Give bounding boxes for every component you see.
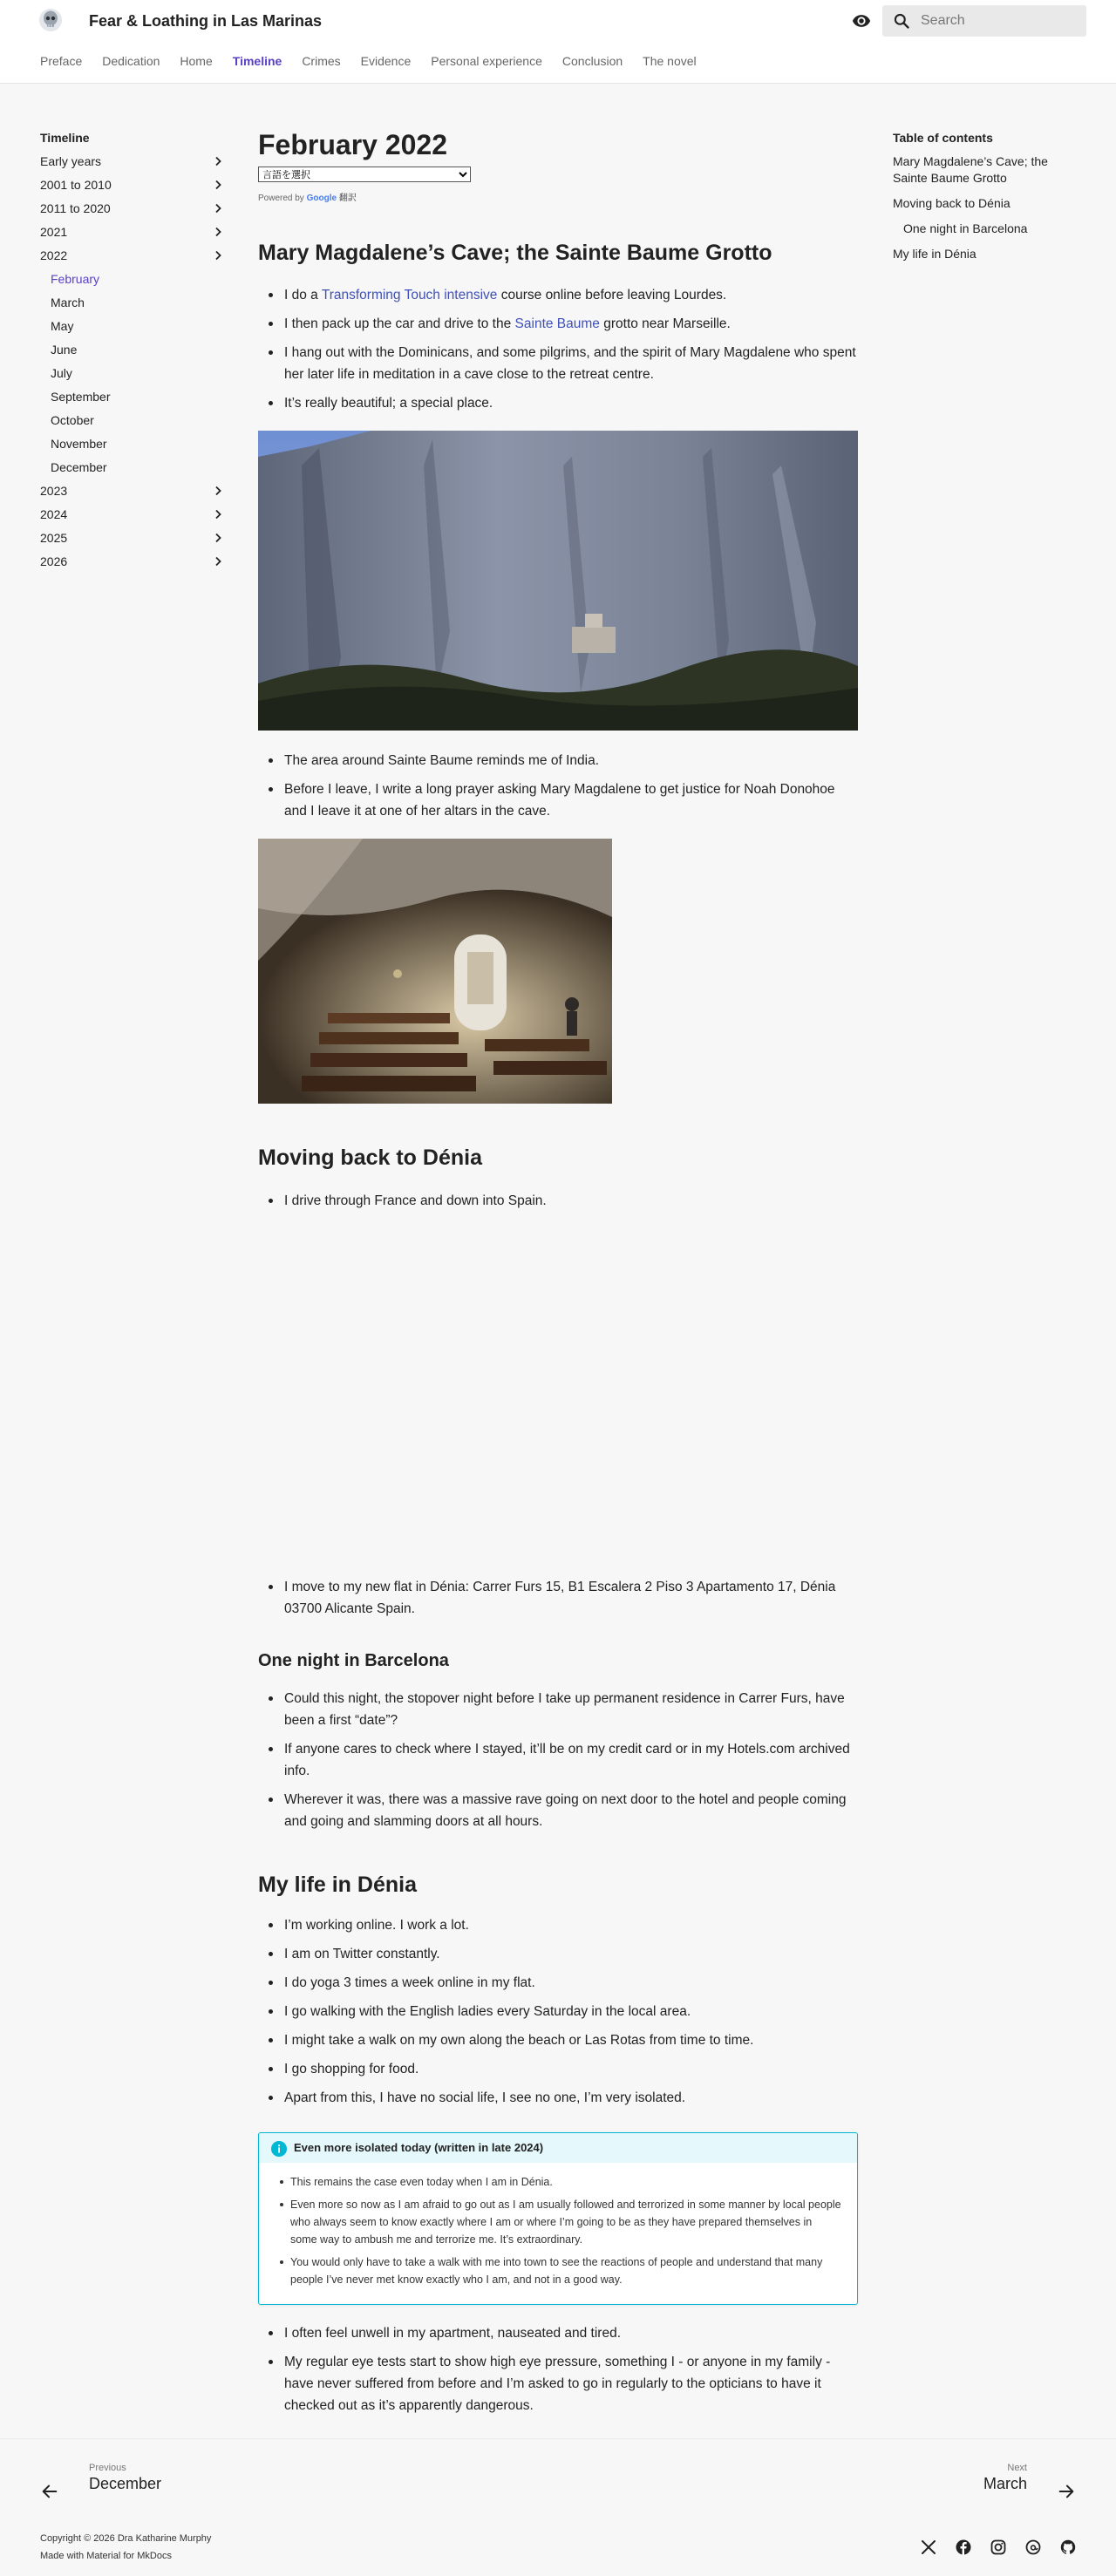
sidebar-item-march[interactable]: March [51,296,85,309]
transforming-touch-link[interactable]: Transforming Touch intensive [321,288,498,302]
life-list [284,1914,858,2116]
tab-preface[interactable]: Preface [40,54,83,68]
sidebar-nav [40,131,223,575]
sidebar-item-label: 2024 [40,507,68,521]
sidebar-item-label: 2021 [40,225,68,239]
list-item: Wherever it was, there was a massive rave going on next door to the hotel and people coming and going and slamming doors at all hours. [284,1789,858,1832]
list-item: I do yoga 3 times a week online in my flat. [284,1972,858,1994]
sidebar-item-2022[interactable] [40,246,223,269]
list-item: Could this night, the stopover night before I take up permanent residence in Carrer Furs, have been a first “date”? [284,1688,858,1731]
sidebar-item-2021[interactable] [40,222,223,246]
threads-icon[interactable] [1025,2539,1041,2555]
embedded-media-placeholder [258,1216,858,1561]
list-item: I go walking with the English ladies every Saturday in the local area. [284,2001,858,2022]
chevron-right-icon [213,203,223,214]
facebook-icon[interactable] [956,2539,971,2555]
next-label: Next [1007,2463,1027,2473]
page-title: February 2022 [258,129,448,160]
chevron-right-icon [213,509,223,520]
list-item: I drive through France and down into Spain. [284,1190,858,1212]
sidebar-item-october[interactable]: October [51,413,94,427]
sidebar-item-december[interactable]: December [51,460,107,474]
search-input[interactable] [921,9,1078,33]
list-item: You would only have to take a walk with me into town to see the reactions of people and understand that many people I’ve never met know exactly who I am, and not in a good way. [290,2253,841,2288]
x-icon[interactable] [921,2539,936,2555]
toc-item-barcelona[interactable]: One night in Barcelona [903,221,1028,235]
google-translate-attribution [258,190,357,203]
sidebar-item-label: 2001 to 2010 [40,178,112,192]
heading-moving-back: Moving back to Dénia [258,1145,482,1170]
list-item: I hang out with the Dominicans, and some pilgrims, and the spirit of Mary Magdalene who spent her later life in meditation in a cave close to the retreat centre. [284,342,858,385]
next-target: March [983,2475,1027,2492]
sidebar-item-early-years[interactable] [40,152,223,175]
chevron-right-icon [213,156,223,167]
sidebar-item-2026[interactable] [40,552,223,575]
social-links [902,2539,1076,2555]
skull-logo-icon[interactable] [38,8,63,32]
list-item: Before I leave, I write a long prayer asking Mary Magdalene to get justice for Noah Donohoe and I leave it at one of her altars in the cave. [284,778,858,822]
list-item: Apart from this, I have no social life, I see no one, I’m very isolated. [284,2087,858,2109]
language-select[interactable] [258,167,471,182]
list-item: I am on Twitter constantly. [284,1943,858,1965]
denia-list-1 [284,1190,858,1219]
grotto-interior-photo [258,839,612,1104]
denia-list-2 [284,1576,858,1627]
sidebar-item-september[interactable]: September [51,390,111,404]
tab-the-novel[interactable]: The novel [643,54,697,68]
made-with-text[interactable]: Made with Material for MkDocs [40,2551,172,2561]
sainte-baume-link[interactable]: Sainte Baume [514,316,600,331]
tab-crimes[interactable]: Crimes [302,54,341,68]
chevron-right-icon [213,556,223,567]
copyright [40,2530,211,2565]
sidebar-item-label: 2011 to 2020 [40,201,111,215]
toc-item-life-denia[interactable]: My life in Dénia [893,247,976,261]
main-tabs [40,54,717,68]
chevron-right-icon [213,227,223,237]
list-item: Even more so now as I am afraid to go out as I am usually followed and terrorized in some manner by local people who always seem to know exactly where I am or where I’m going to be as they have prepared themselves in some way to ambush me and terrorize me. It’s extraordinary. [290,2196,841,2248]
eye-icon[interactable] [851,11,872,31]
sidebar-item-november[interactable]: November [51,437,107,451]
sidebar-item-label: 2025 [40,531,68,545]
list-item: The area around Sainte Baume reminds me of India. [284,750,858,771]
sidebar-item-label: 2023 [40,484,68,498]
list-item: It’s really beautiful; a special place. [284,392,858,414]
info-icon [271,2141,287,2157]
list-item: I might take a walk on my own along the beach or Las Rotas from time to time. [284,2029,858,2051]
list-item: I do a Transforming Touch intensive course online before leaving Lourdes. [284,284,858,306]
tab-evidence[interactable]: Evidence [360,54,412,68]
admonition-list [290,2173,841,2294]
toc-title: Table of contents [893,131,993,145]
heading-cave: Mary Magdalene’s Cave; the Sainte Baume Grotto [258,241,772,265]
chevron-right-icon [213,486,223,496]
toc-item-moving-back[interactable]: Moving back to Dénia [893,196,1011,210]
heading-barcelona: One night in Barcelona [258,1651,449,1670]
sidebar-item-label: Early years [40,154,102,168]
admonition-title: Even more isolated today (written in late 2024) [294,2141,544,2154]
list-item: I often feel unwell in my apartment, nauseated and tired. [284,2322,858,2344]
header [0,0,1116,84]
sidebar-item-february[interactable]: February [51,272,100,286]
chevron-right-icon [213,533,223,543]
footer-meta [0,2519,1116,2576]
tab-dedication[interactable]: Dedication [102,54,160,68]
sidebar-item-june[interactable]: June [51,343,78,357]
sidebar-item-may[interactable]: May [51,319,74,333]
list-item: This remains the case even today when I am in Dénia. [290,2173,841,2191]
barcelona-list [284,1688,858,1839]
sidebar-item-2023[interactable] [40,481,223,505]
footer-navigation [0,2438,1116,2518]
info-admonition [258,2132,858,2305]
arrow-left-icon [40,2482,59,2501]
github-icon[interactable] [1060,2539,1076,2555]
chevron-right-icon [213,180,223,190]
list-item: I move to my new flat in Dénia: Carrer Furs 15, B1 Escalera 2 Piso 3 Apartamento 17, Dénia 03700 Alicante Spain. [284,1576,858,1620]
site-title[interactable]: Fear & Loathing in Las Marinas [89,12,323,30]
chevron-right-icon [213,250,223,261]
tab-conclusion[interactable]: Conclusion [561,54,623,68]
search-box[interactable] [882,5,1086,37]
sidebar-item-2024[interactable] [40,505,223,528]
arrow-right-icon [1057,2482,1076,2501]
instagram-icon[interactable] [990,2539,1006,2555]
tab-home[interactable]: Home [180,54,213,68]
sidebar-item-2025[interactable] [40,528,223,552]
list-item: My regular eye tests start to show high eye pressure, something I - or anyone in my family - have never suffered from before and I’m asked to go in regularly to the opticians to have it checked out as it’s apparently dangerous. [284,2351,858,2416]
table-of-contents [893,131,1076,271]
sidebar-item-july[interactable]: July [51,366,72,380]
sidebar-title: Timeline [40,131,90,145]
sidebar-item-label: 2022 [40,248,68,262]
cave-list-1 [284,284,858,421]
life-list-after [284,2322,858,2423]
powered-by-text: Powered by [258,194,304,203]
previous-label: Previous [89,2463,126,2473]
google-logo: Google [306,194,337,203]
list-item: I go shopping for food. [284,2058,858,2080]
list-item: I’m working online. I work a lot. [284,1914,858,1936]
toc-item-cave[interactable]: Mary Magdalene’s Cave; the Sainte Baume Grotto [893,154,1048,185]
list-item: I then pack up the car and drive to the Sainte Baume grotto near Marseille. [284,313,858,335]
sidebar-item-label: 2026 [40,554,68,568]
search-icon [893,12,910,30]
list-item: If anyone cares to check where I stayed, it’ll be on my credit card or in my Hotels.com archived info. [284,1738,858,1782]
tab-timeline[interactable]: Timeline [232,54,282,68]
admonition-header [259,2133,857,2163]
cave-list-2 [284,750,858,829]
sidebar-item-2011-2020[interactable] [40,199,223,222]
tab-personal-experience[interactable]: Personal experience [431,54,542,68]
translate-link[interactable]: 翻訳 [338,194,357,203]
sidebar-item-2001-2010[interactable] [40,175,223,199]
heading-life-denia: My life in Dénia [258,1873,417,1897]
cliff-photo [258,431,858,731]
previous-target: December [89,2475,162,2492]
copyright-text: Copyright © 2026 Dra Katharine Murphy [40,2533,212,2544]
